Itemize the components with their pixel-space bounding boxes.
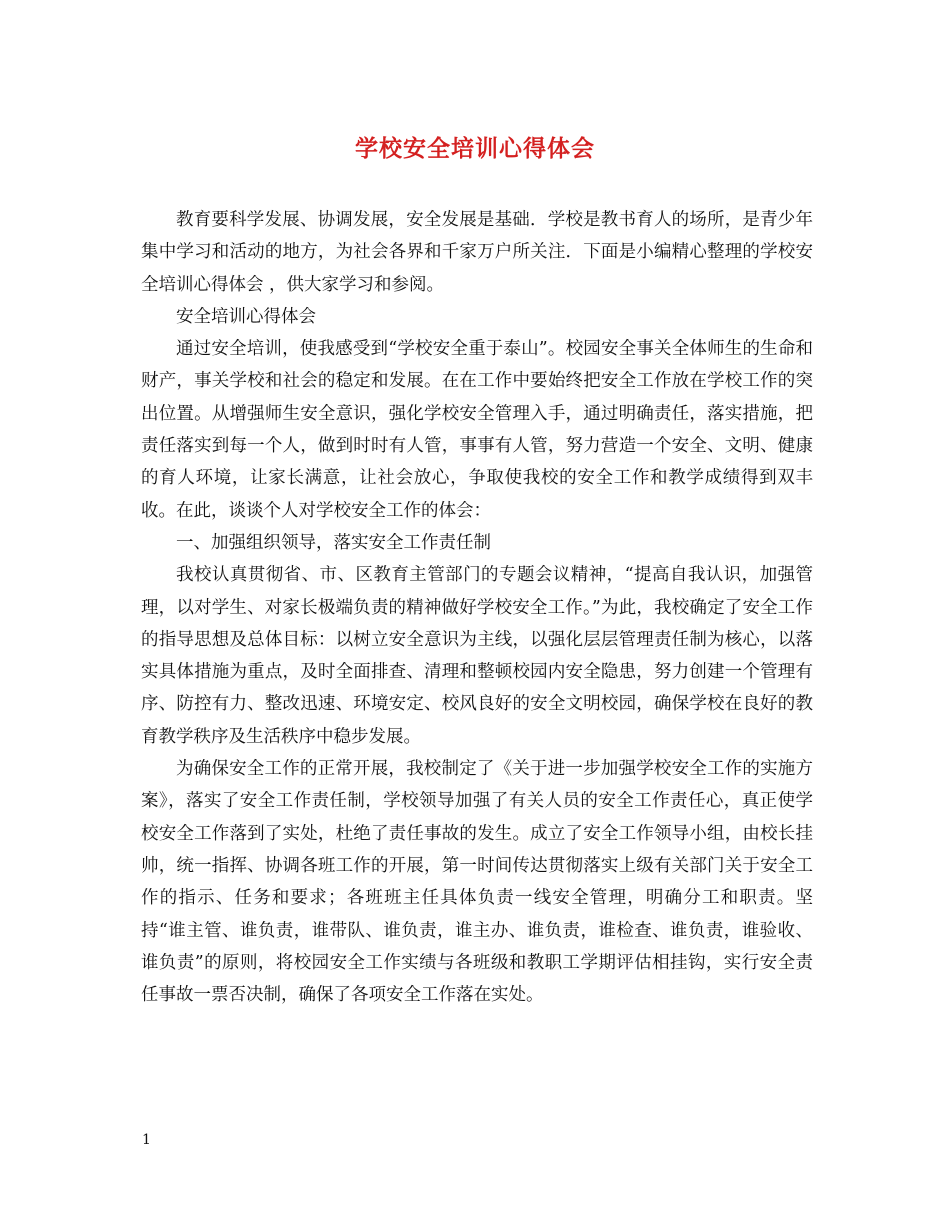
paragraph-implementation: 为确保安全工作的正常开展，我校制定了《关于进一步加强学校安全工作的实施方案》，落实了安全工作责任制，学校领导加强了有关人员的安全工作责任心，真正使学校安全工作落到了实处，杜绝了责任事故的发生。成立了安全工作领导小组，由校长挂帅，统一指挥、协调各班工作的开展，第一时间传达贯彻落实上级有关部门关于安全工作的指示、任务和要求；各班班主任具体负责一线安全管理，明确分工和职责。坚持“谁主管、谁负责，谁带队、谁负责，谁主办、谁负责，谁检查、谁负责，谁验收、谁负责”的原则，将校园安全工作实绩与各班级和教职工学期评估相挂钩，实行安全责任事故一票否决制，确保了各项安全工作落在实处。 bbox=[141, 759, 813, 1006]
document-title: 学校安全培训心得体会 bbox=[355, 135, 595, 162]
paragraph-guidance: 我校认真贯彻省、市、区教育主管部门的专题会议精神，“提高自我认识，加强管理，以对学生、对家长极端负责的精神做好学校安全工作。”为此，我校确定了安全工作的指导思想及总体目标：以树立安全意识为主线，以强化层层管理责任制为核心，以落实具体措施为重点，及时全面排查、清理和整顿校园内安全隐患，努力创建一个管理有序、防控有力、整改迅速、环境安定、校风良好的安全文明校园，确保学校在良好的教育教学秩序及生活秩序中稳步发展。 bbox=[141, 565, 813, 747]
paragraph-subtitle: 安全培训心得体会 bbox=[176, 306, 316, 327]
document-body bbox=[141, 204, 813, 1011]
paragraph-section-heading: 一、加强组织领导，落实安全工作责任制 bbox=[176, 532, 491, 553]
paragraph-training: 通过安全培训，使我感受到“学校安全重于泰山”。校园安全事关全体师生的生命和财产，事关学校和社会的稳定和发展。在在工作中要始终把安全工作放在学校工作的突出位置。从增强师生安全意识，强化学校安全管理入手，通过明确责任，落实措施，把责任落实到每一个人，做到时时有人管，事事有人管，努力营造一个安全、文明、健康的育人环境，让家长满意，让社会放心，争取使我校的安全工作和教学成绩得到双丰收。在此，谈谈个人对学校安全工作的体会： bbox=[141, 339, 813, 521]
page-number: 1 bbox=[142, 1132, 151, 1148]
paragraph-intro: 教育要科学发展、协调发展，安全发展是基础．学校是教书育人的场所，是青少年集中学习和活动的地方，为社会各界和千家万户所关注．下面是小编精心整理的学校安全培训心得体会 ，供大家学习和参阅。 bbox=[141, 210, 813, 295]
